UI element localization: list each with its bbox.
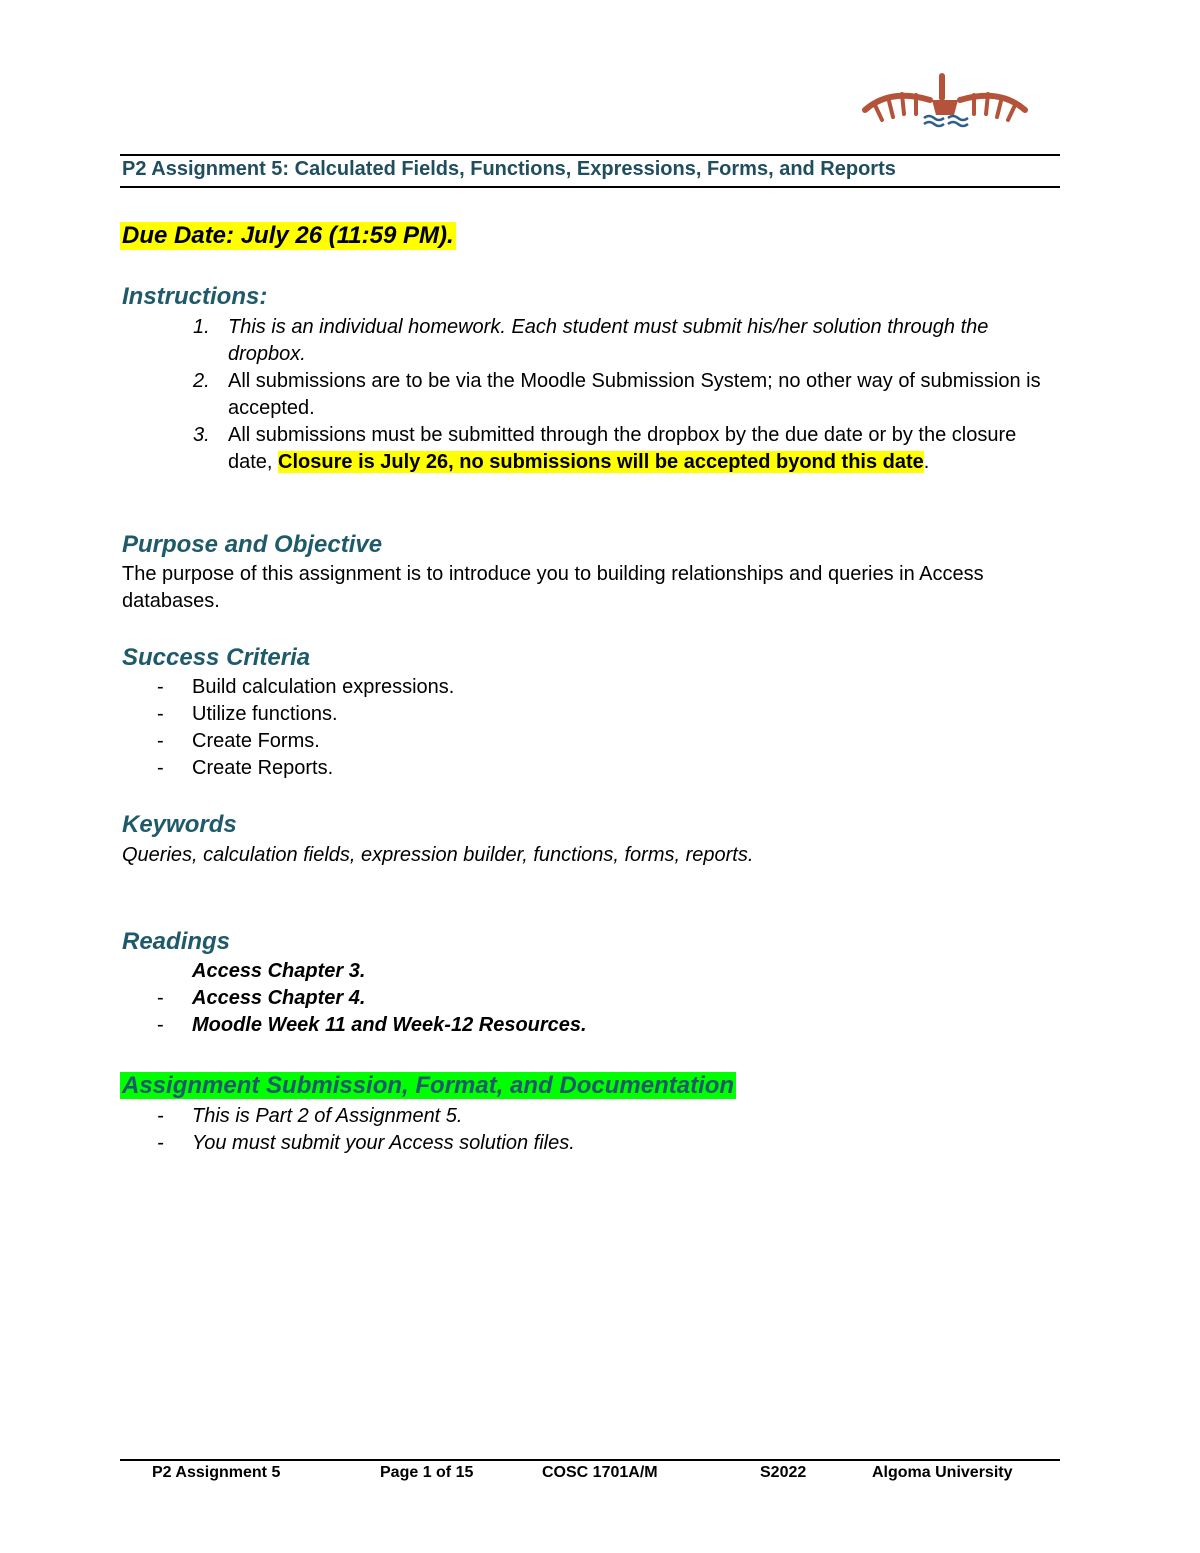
item-dash: - — [157, 1014, 164, 1036]
list-item: - Build calculation expressions. — [157, 676, 455, 698]
keywords-text: Queries, calculation fields, expression builder, functions, forms, reports. — [122, 844, 754, 866]
item-text: Moodle Week 11 and Week-12 Resources. — [192, 1014, 587, 1036]
page-title: P2 Assignment 5: Calculated Fields, Functions, Expressions, Forms, and Reports — [122, 158, 896, 180]
success-list — [122, 674, 1022, 782]
list-item — [122, 958, 1022, 985]
item-text: All submissions are to be via the Moodle Submission System; no other way of submission is accepted. — [228, 370, 1041, 419]
item-text: Create Reports. — [192, 757, 334, 779]
readings-list — [122, 958, 1022, 1039]
submission-heading-text: Assignment Submission, Format, and Documentation — [122, 1072, 735, 1099]
list-item: - This is Part 2 of Assignment 5. — [157, 1105, 463, 1127]
list-item: - Create Forms. — [157, 730, 320, 752]
item-text: You must submit your Access solution files. — [192, 1132, 575, 1154]
title-top-rule — [120, 154, 1060, 156]
footer-page-number: Page 1 of 15 — [380, 1464, 474, 1481]
list-item — [193, 368, 1043, 422]
submission-list — [122, 1103, 1022, 1157]
submission-heading — [120, 1072, 736, 1100]
item-text: Access Chapter 4. — [192, 987, 366, 1009]
keywords-heading: Keywords — [122, 811, 237, 838]
item-number: 2. — [193, 370, 210, 392]
item-dash: - — [157, 987, 164, 1009]
list-item — [193, 422, 1043, 476]
item-text: All submissions must be submitted through the dropbox by the due date or by the closure date, — [228, 424, 1017, 473]
success-heading: Success Criteria — [122, 644, 311, 671]
footer-university: Algoma University — [872, 1464, 1013, 1481]
footer-course: COSC 1701A/M — [542, 1464, 658, 1481]
item-number: 1. — [193, 316, 210, 338]
list-item: - Create Reports. — [157, 757, 334, 779]
item-text: Access Chapter 3. — [192, 960, 366, 982]
footer-rule — [120, 1459, 1060, 1461]
title-bottom-rule — [120, 186, 1060, 188]
thunderbird-logo-icon — [860, 70, 1030, 138]
instructions-heading: Instructions: — [122, 283, 268, 310]
list-item — [122, 1012, 1022, 1039]
footer-term: S2022 — [760, 1464, 807, 1481]
closure-highlight: Closure is July 26, no submissions will be accepted byond this date — [278, 451, 924, 473]
list-item — [193, 314, 1043, 368]
footer-assignment: P2 Assignment 5 — [152, 1464, 281, 1481]
item-text: Build calculation expressions. — [192, 676, 455, 698]
list-item: - You must submit your Access solution files. — [157, 1132, 575, 1154]
item-number: 3. — [193, 424, 210, 446]
instructions-list — [193, 314, 1043, 476]
purpose-text: The purpose of this assignment is to introduce you to building relationships and queries in Access databases. — [122, 563, 984, 612]
list-item: - Utilize functions. — [157, 703, 338, 725]
list-item — [122, 985, 1022, 1012]
item-text: Create Forms. — [192, 730, 320, 752]
purpose-heading: Purpose and Objective — [122, 531, 383, 558]
item-text-end: . — [923, 451, 930, 473]
item-text: This is Part 2 of Assignment 5. — [192, 1105, 463, 1127]
item-text: This is an individual homework. Each student must submit his/her solution through the dropbox. — [228, 316, 989, 365]
due-date: Due Date: July 26 (11:59 PM). — [122, 222, 454, 249]
item-text: Utilize functions. — [192, 703, 338, 725]
readings-heading: Readings — [122, 928, 231, 955]
